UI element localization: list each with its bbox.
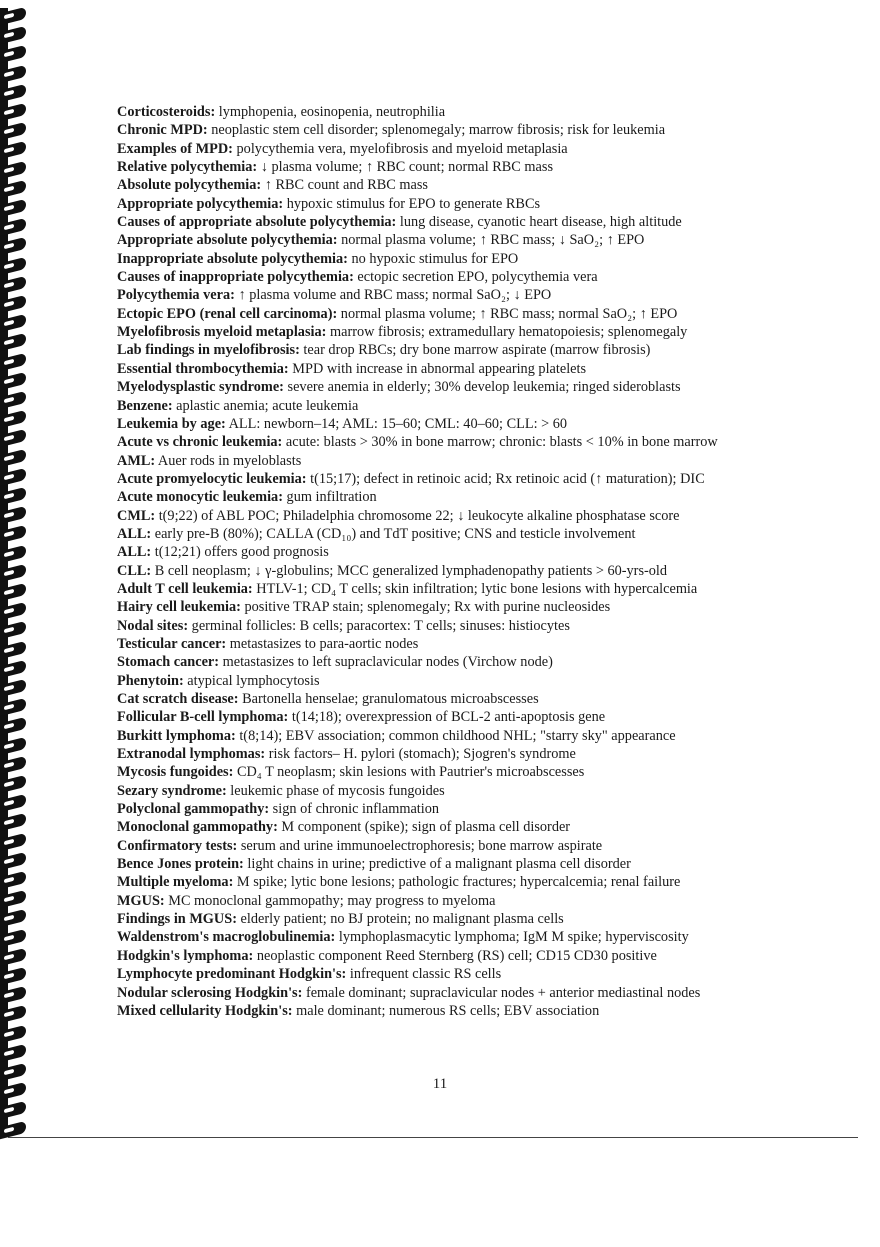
note-text: normal plasma volume; ↑ RBC mass; ↓ SaO₂; ↑ EPO	[337, 232, 645, 249]
note-term: Waldenstrom's macroglobulinemia:	[117, 929, 336, 946]
note-term: Myelodysplastic syndrome:	[117, 379, 284, 396]
note-text: no hypoxic stimulus for EPO	[347, 250, 519, 267]
note-line	[117, 250, 817, 268]
note-line	[117, 158, 817, 176]
note-term: Phenytoin:	[117, 672, 184, 689]
note-line	[117, 855, 817, 873]
note-text: polycythemia vera, myelofibrosis and myeloid metaplasia	[232, 140, 568, 157]
note-text: germinal follicles: B cells; paracortex: T cells; sinuses: histiocytes	[188, 617, 570, 634]
note-text: t(8;14); EBV association; common childhood NHL; "starry sky" appearance	[235, 727, 676, 744]
note-term: Testicular cancer:	[117, 635, 227, 652]
note-text: M spike; lytic bone lesions; pathologic fractures; hypercalcemia; renal failure	[233, 874, 681, 891]
note-line	[117, 378, 817, 396]
note-text: neoplastic component Reed Sternberg (RS) cell; CD15 CD30 positive	[253, 947, 657, 964]
note-line	[117, 653, 817, 671]
note-term: Hodgkin's lymphoma:	[117, 947, 254, 964]
note-text: ectopic secretion EPO, polycythemia vera	[353, 269, 598, 286]
note-term: ALL:	[117, 525, 152, 542]
note-term: CLL:	[117, 562, 152, 579]
note-text: acute: blasts > 30% in bone marrow; chronic: blasts < 10% in bone marrow	[282, 434, 718, 451]
note-text: hypoxic stimulus for EPO to generate RBCs	[283, 195, 541, 212]
note-term: Sezary syndrome:	[117, 782, 227, 799]
note-line	[117, 286, 817, 304]
note-term: Appropriate absolute polycythemia:	[117, 232, 338, 249]
note-term: Acute promyelocytic leukemia:	[117, 470, 307, 487]
note-line	[117, 598, 817, 616]
note-text: leukemic phase of mycosis fungoides	[226, 782, 445, 799]
note-term: Multiple myeloma:	[117, 874, 234, 891]
note-text: ALL: newborn–14; AML: 15–60; CML: 40–60; CLL: > 60	[225, 415, 568, 432]
note-line	[117, 360, 817, 378]
note-text: neoplastic stem cell disorder; splenomegaly; marrow fibrosis; risk for leukemia	[207, 122, 666, 139]
note-line	[117, 231, 817, 249]
note-line	[117, 213, 817, 231]
note-line	[117, 818, 817, 836]
note-term: Causes of inappropriate polycythemia:	[117, 269, 354, 286]
note-line	[117, 525, 817, 543]
note-line	[117, 562, 817, 580]
note-text: marrow fibrosis; extramedullary hematopoiesis; splenomegaly	[326, 324, 688, 341]
note-line	[117, 452, 817, 470]
note-line	[117, 947, 817, 965]
note-term: Myelofibrosis myeloid metaplasia:	[117, 324, 327, 341]
note-line	[117, 837, 817, 855]
note-text: M component (spike); sign of plasma cell disorder	[277, 819, 571, 836]
note-text: early pre-B (80%); CALLA (CD₁₀) and TdT positive; CNS and testicle involvement	[151, 525, 636, 542]
note-text: ↓ plasma volume; ↑ RBC count; normal RBC mass	[257, 159, 554, 176]
note-term: Inappropriate absolute polycythemia:	[117, 250, 348, 267]
note-term: Mycosis fungoides:	[117, 764, 234, 781]
note-text: ↑ plasma volume and RBC mass; normal SaO₂; ↓ EPO	[234, 287, 552, 304]
note-text: light chains in urine; predictive of a malignant plasma cell disorder	[243, 856, 631, 873]
note-term: Lymphocyte predominant Hodgkin's:	[117, 966, 347, 983]
note-term: Adult T cell leukemia:	[117, 580, 253, 597]
note-term: Cat scratch disease:	[117, 691, 239, 707]
note-text: t(9;22) of ABL POC; Philadelphia chromosome 22; ↓ leukocyte alkaline phosphatase score	[155, 507, 680, 524]
note-text: infrequent classic RS cells	[346, 966, 502, 983]
note-term: Acute monocytic leukemia:	[117, 489, 283, 506]
note-line	[117, 892, 817, 910]
note-line	[117, 672, 817, 690]
note-line	[117, 433, 817, 451]
note-line	[117, 965, 817, 983]
note-line	[117, 1002, 817, 1020]
note-text: metastasizes to para-aortic nodes	[226, 635, 419, 652]
note-text: sign of chronic inflammation	[269, 801, 440, 818]
note-term: Burkitt lymphoma:	[117, 727, 236, 744]
note-line	[117, 635, 817, 653]
note-term: Appropriate polycythemia:	[117, 195, 284, 212]
note-line	[117, 873, 817, 891]
note-text: CD₄ T neoplasm; skin lesions with Pautrier's microabscesses	[233, 764, 585, 781]
note-line	[117, 488, 817, 506]
note-term: Mixed cellularity Hodgkin's:	[117, 1002, 293, 1019]
page-number: 11	[432, 1076, 448, 1092]
note-line	[117, 195, 817, 213]
note-line	[117, 543, 817, 561]
note-term: Polyclonal gammopathy:	[117, 801, 270, 818]
notes-list	[117, 103, 817, 1020]
note-text: t(15;17); defect in retinoic acid; Rx retinoic acid (↑ maturation); DIC	[306, 470, 705, 487]
note-line	[117, 763, 817, 781]
note-line	[117, 268, 817, 286]
note-term: MGUS:	[117, 892, 165, 909]
note-line	[117, 745, 817, 763]
note-text: t(14;18); overexpression of BCL-2 anti-apoptosis gene	[288, 709, 606, 726]
note-term: Absolute polycythemia:	[117, 177, 262, 194]
note-text: lymphoplasmacytic lymphoma; IgM M spike; hyperviscosity	[335, 929, 689, 946]
note-term: CML:	[117, 507, 156, 524]
note-text: male dominant; numerous RS cells; EBV association	[292, 1002, 600, 1019]
note-term: AML:	[117, 452, 156, 469]
note-line	[117, 910, 817, 928]
note-text: Bartonella henselae; granulomatous microabscesses	[238, 691, 539, 707]
note-term: Lab findings in myelofibrosis:	[117, 342, 300, 359]
note-term: Findings in MGUS:	[117, 911, 237, 928]
note-term: Bence Jones protein:	[117, 856, 244, 873]
note-text: gum infiltration	[282, 489, 377, 506]
note-term: Examples of MPD:	[117, 140, 233, 157]
note-line	[117, 323, 817, 341]
note-text: serum and urine immunoelectrophoresis; bone marrow aspirate	[237, 837, 603, 854]
note-term: Hairy cell leukemia:	[117, 599, 241, 616]
note-text: risk factors– H. pylori (stomach); Sjogren's syndrome	[265, 746, 576, 763]
note-term: Nodular sclerosing Hodgkin's:	[117, 984, 303, 1001]
note-term: Nodal sites:	[117, 617, 189, 634]
note-text: aplastic anemia; acute leukemia	[172, 397, 359, 414]
note-text: MPD with increase in abnormal appearing platelets	[288, 360, 587, 377]
note-text: atypical lymphocytosis	[183, 672, 320, 689]
note-term: Monoclonal gammopathy:	[117, 819, 278, 836]
note-line	[117, 617, 817, 635]
note-line	[117, 708, 817, 726]
note-text: MC monoclonal gammopathy; may progress to myeloma	[164, 892, 496, 909]
note-text: lung disease, cyanotic heart disease, high altitude	[396, 214, 682, 231]
note-term: Acute vs chronic leukemia:	[117, 434, 283, 451]
note-text: t(12;21) offers good prognosis	[151, 544, 329, 561]
note-text: normal plasma volume; ↑ RBC mass; normal SaO₂; ↑ EPO	[337, 305, 678, 322]
note-term: Corticosteroids:	[117, 104, 216, 120]
note-line	[117, 984, 817, 1002]
note-text: severe anemia in elderly; 30% develop leukemia; ringed sideroblasts	[283, 379, 681, 396]
note-term: Benzene:	[117, 397, 173, 414]
note-term: Follicular B-cell lymphoma:	[117, 709, 289, 726]
note-text: B cell neoplasm; ↓ γ-globulins; MCC generalized lymphadenopathy patients > 60-yrs-old	[151, 562, 668, 579]
note-line	[117, 507, 817, 525]
note-line	[117, 305, 817, 323]
note-line	[117, 341, 817, 359]
note-line	[117, 727, 817, 745]
note-text: female dominant; supraclavicular nodes + anterior mediastinal nodes	[302, 984, 701, 1001]
spiral-binding	[0, 0, 30, 1140]
note-term: Leukemia by age:	[117, 415, 226, 432]
note-text: Auer rods in myeloblasts	[155, 452, 302, 469]
note-line	[117, 782, 817, 800]
note-term: Stomach cancer:	[117, 654, 220, 671]
note-line	[117, 800, 817, 818]
note-text: positive TRAP stain; splenomegaly; Rx with purine nucleosides	[240, 599, 611, 616]
note-text: HTLV-1; CD₄ T cells; skin infiltration; lytic bone lesions with hypercalcemia	[252, 580, 698, 597]
page-edge-line	[8, 1137, 858, 1138]
note-text: ↑ RBC count and RBC mass	[261, 177, 428, 194]
note-line	[117, 470, 817, 488]
note-term: Confirmatory tests:	[117, 837, 238, 854]
note-text: elderly patient; no BJ protein; no malignant plasma cells	[236, 911, 564, 928]
note-term: Ectopic EPO (renal cell carcinoma):	[117, 305, 338, 322]
note-line	[117, 140, 817, 158]
note-line	[117, 690, 817, 708]
note-term: Causes of appropriate absolute polycythemia:	[117, 214, 397, 231]
note-line	[117, 415, 817, 433]
note-line	[117, 397, 817, 415]
note-line	[117, 928, 817, 946]
note-line	[117, 176, 817, 194]
note-line	[117, 121, 817, 139]
note-line	[117, 580, 817, 598]
note-line	[117, 103, 817, 121]
note-text: tear drop RBCs; dry bone marrow aspirate (marrow fibrosis)	[299, 342, 651, 359]
note-term: ALL:	[117, 544, 152, 561]
note-term: Extranodal lymphomas:	[117, 746, 266, 763]
note-text: lymphopenia, eosinopenia, neutrophilia	[215, 104, 446, 120]
note-text: metastasizes to left supraclavicular nodes (Virchow node)	[219, 654, 553, 671]
note-term: Relative polycythemia:	[117, 159, 258, 176]
note-term: Chronic MPD:	[117, 122, 208, 139]
note-term: Polycythemia vera:	[117, 287, 235, 304]
note-term: Essential thrombocythemia:	[117, 360, 289, 377]
